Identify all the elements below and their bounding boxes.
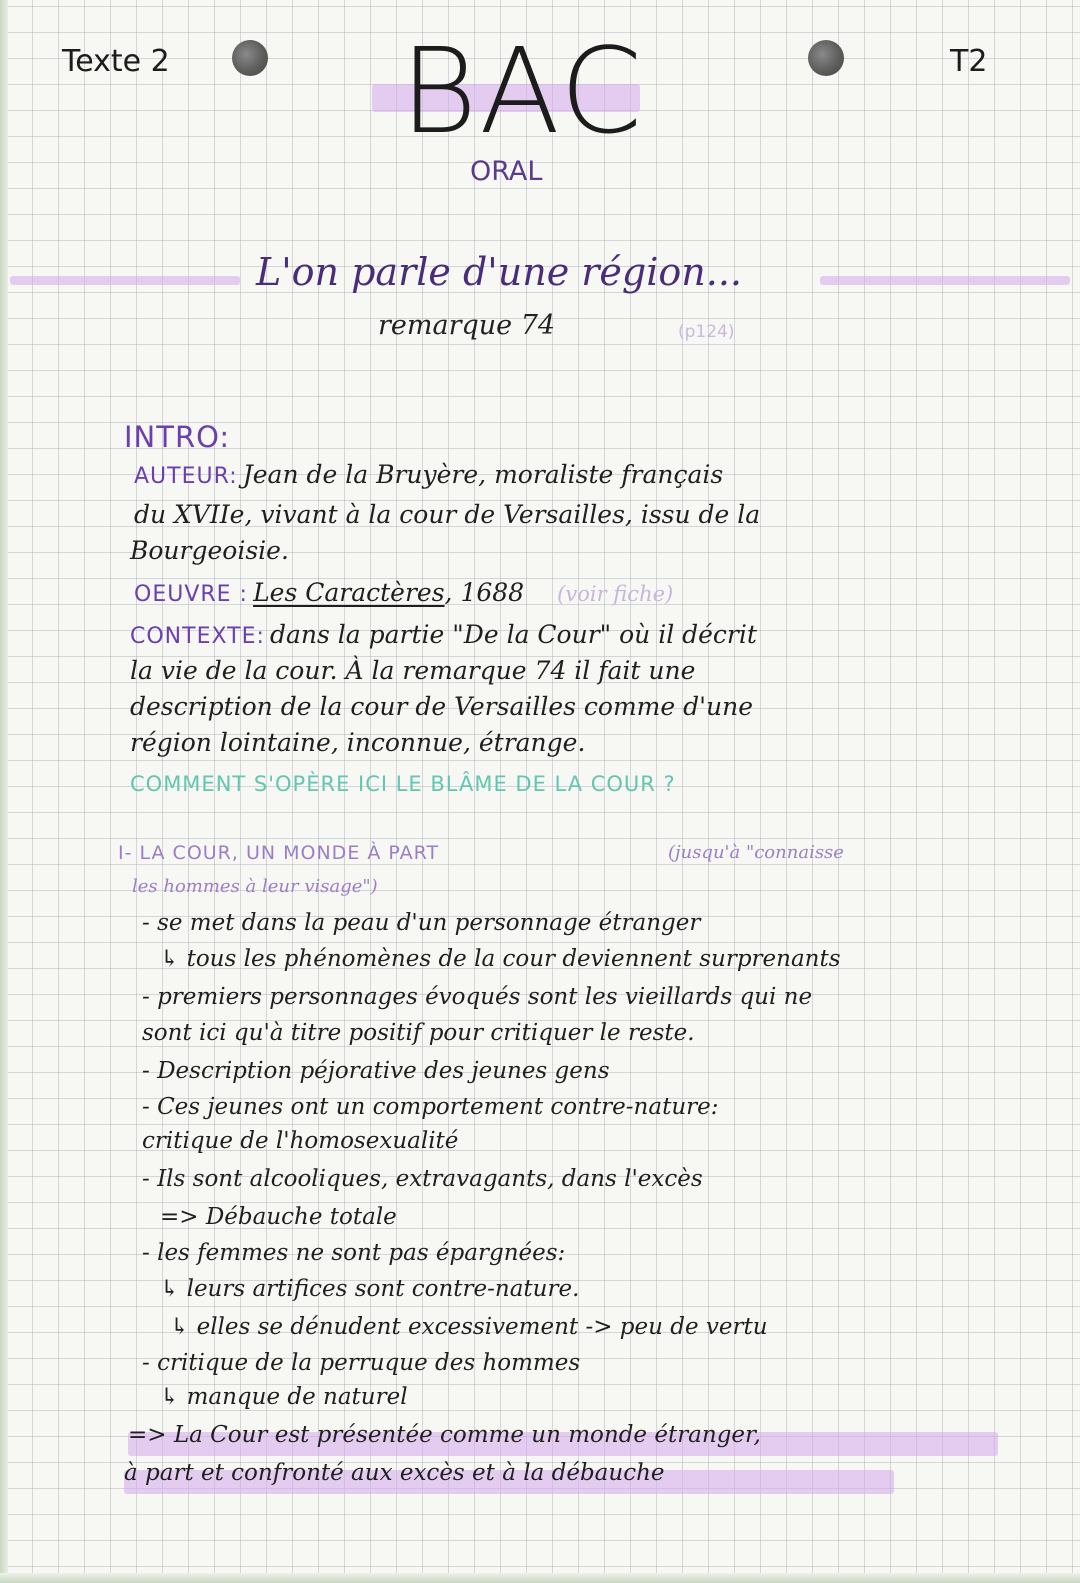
binder-hole-left	[232, 40, 268, 76]
part1-range-2: les hommes à leur visage")	[132, 876, 378, 897]
author-name: Jean de la Bruyère	[242, 460, 479, 489]
part1-line: => Débauche totale	[160, 1204, 397, 1230]
author-line1-rest: , moraliste français	[478, 460, 724, 489]
author-line-1	[134, 460, 723, 489]
part1-line: ↳ leurs artifices sont contre-nature.	[160, 1276, 580, 1302]
part1-line: - premiers personnages évoqués sont les vieillards qui ne	[142, 984, 813, 1010]
contexte-line-1	[130, 620, 757, 649]
part1-line: - Ils sont alcooliques, extravagants, dans l'excès	[142, 1166, 703, 1192]
part1-line: - les femmes ne sont pas épargnées:	[142, 1240, 566, 1266]
contexte-label: CONTEXTE:	[130, 624, 265, 649]
contexte-line-3: description de la cour de Versailles comme d'une	[130, 692, 753, 721]
part1-line: - se met dans la peau d'un personnage étranger	[142, 910, 701, 936]
part1-conclusion-1: => La Cour est présentée comme un monde étranger,	[128, 1422, 761, 1448]
page-title: BAC	[400, 22, 645, 160]
part1-line: - Ces jeunes ont un comportement contre-nature:	[142, 1094, 719, 1120]
oeuvre-label: OEUVRE :	[134, 582, 248, 607]
author-label: AUTEUR:	[134, 464, 238, 489]
part1-line: ↳ manque de naturel	[160, 1384, 408, 1410]
section-title: L'on parle d'une région...	[256, 250, 742, 294]
section-subtitle: remarque 74	[378, 310, 556, 341]
author-line-2: du XVIIe, vivant à la cour de Versailles, issu de la	[134, 500, 761, 529]
heading-band-left	[10, 276, 240, 285]
page-reference: (p124)	[678, 322, 735, 342]
part1-line: - Description péjorative des jeunes gens	[142, 1058, 610, 1084]
part1-line: - critique de la perruque des hommes	[142, 1350, 581, 1376]
part1-line: ↳ tous les phénomènes de la cour deviennent surprenants	[160, 946, 841, 972]
part1-line: ↳ elles se dénudent excessivement -> peu de vertu	[170, 1314, 768, 1340]
oeuvre-rest: , 1688	[444, 578, 525, 607]
left-corner-note: Texte 2	[62, 44, 170, 79]
oeuvre-line	[134, 578, 673, 607]
right-corner-note: T2	[950, 44, 988, 79]
part1-line: sont ici qu'à titre positif pour critiquer le reste.	[142, 1020, 695, 1046]
contexte-text-1: dans la partie "De la Cour" où il décrit	[270, 620, 757, 649]
binder-hole-right	[808, 40, 844, 76]
contexte-line-4: région lointaine, inconnue, étrange.	[130, 728, 586, 757]
contexte-line-2: la vie de la cour. À la remarque 74 il fait une	[130, 656, 696, 685]
problematique: COMMENT S'OPÈRE ICI LE BLÂME DE LA COUR ?	[130, 772, 676, 796]
oeuvre-title: Les Caractères	[253, 578, 445, 607]
part1-range-1: (jusqu'à "connaisse	[668, 842, 844, 863]
part1-title: I- LA COUR, UN MONDE À PART	[118, 842, 440, 864]
heading-band-right	[820, 276, 1070, 285]
part1-conclusion-2: à part et confronté aux excès et à la débauche	[124, 1460, 665, 1486]
page-subtitle: ORAL	[470, 156, 543, 187]
author-line-3: Bourgeoisie.	[130, 536, 289, 565]
page-bottom-edge	[0, 1573, 1080, 1583]
oeuvre-note: (voir fiche)	[557, 582, 674, 606]
intro-label: INTRO:	[124, 420, 231, 454]
part1-line: critique de l'homosexualité	[142, 1128, 459, 1154]
page-left-edge	[0, 0, 8, 1583]
